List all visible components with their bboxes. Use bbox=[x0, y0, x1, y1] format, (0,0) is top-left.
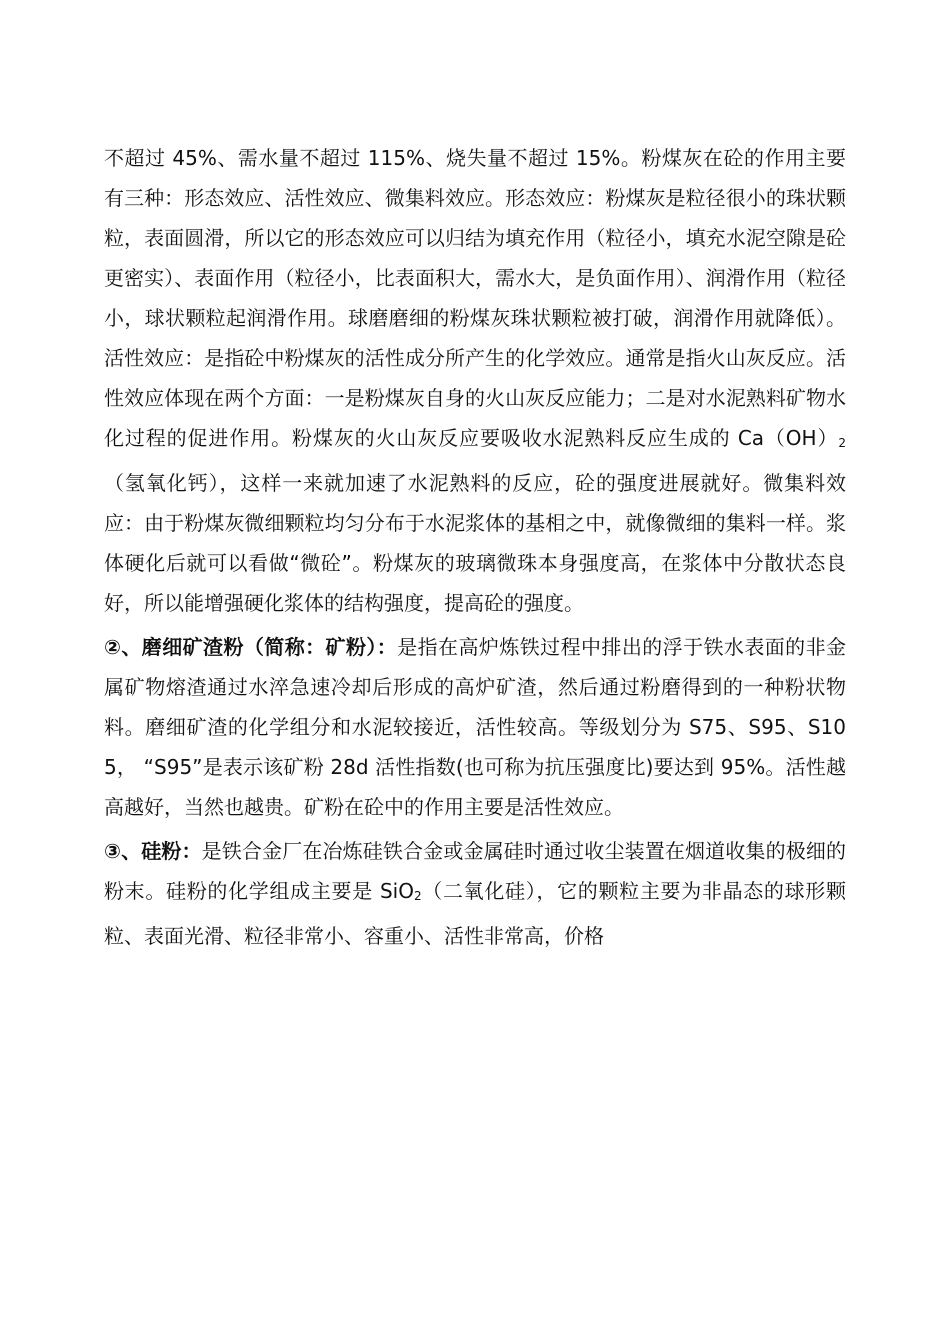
document-page bbox=[104, 138, 846, 956]
paragraph-text: 是指在高炉炼铁过程中排出的浮于铁水表面的非金属矿物熔渣通过水淬急速冷却后形成的高炉矿渣，然后通过粉磨得到的一种粉状物料。磨细矿渣的化学组分和水泥较接近，活性较高。等级划分为 S75、S95、S105， “S95”是表示该矿粉 28d 活性指数(也可称为抗压强度比)要达到 95%。活性越高越好，当然也越贵。矿粉在砼中的作用主要是活性效应。 bbox=[104, 635, 847, 819]
section-heading: ②、磨细矿渣粉（简称：矿粉）： bbox=[104, 635, 398, 659]
section-heading: ③、硅粉： bbox=[104, 839, 202, 863]
subscript: 2 bbox=[413, 889, 422, 903]
paragraph-text: （氢氧化钙），这样一来就加速了水泥熟料的反应，砼的强度进展就好。微集料效应：由于粉煤灰微细颗粒均匀分布于水泥浆体的基相之中，就像微细的集料一样。浆体硬化后就可以看做“微砼”。粉煤灰的玻璃微珠本身强度高，在浆体中分散状态良好，所以能增强硬化浆体的结构强度，提高砼的强度。 bbox=[104, 471, 846, 615]
paragraph-text: 是铁合金厂在冶炼硅铁合金或金属硅时通过收尘装置在烟道收集的极细的粉末。硅粉的化学组成主要是 SiO bbox=[104, 839, 846, 903]
paragraph-silica-fume bbox=[104, 831, 846, 956]
paragraph-text: 不超过 45%、需水量不超过 115%、烧失量不超过 15%。粉煤灰在砼的作用主要有三种：形态效应、活性效应、微集料效应。形态效应：粉煤灰是粒径很小的珠状颗粒，表面圆滑，所以它的形态效应可以归结为填充作用（粒径小，填充水泥空隙是砼更密实）、表面作用（粒径小，比表面积大，需水大，是负面作用）、润滑作用（粒径小，球状颗粒起润滑作用。球磨磨细的粉煤灰珠状颗粒被打破，润滑作用就降低）。活性效应：是指砼中粉煤灰的活性成分所产生的化学效应。通常是指火山灰反应。活性效应体现在两个方面：一是粉煤灰自身的火山灰反应能力；二是对水泥熟料矿物水化过程的促进作用。粉煤灰的火山灰反应要吸收水泥熟料反应生成的 Ca（OH） bbox=[104, 146, 846, 450]
paragraph-fly-ash-effects bbox=[104, 138, 846, 623]
paragraph-text: （二氧化硅），它的颗粒主要为非晶态的球形颗粒、表面光滑、粒径非常小、容重小、活性非常高，价格 bbox=[104, 879, 846, 948]
subscript: 2 bbox=[838, 436, 846, 450]
paragraph-slag-powder bbox=[104, 627, 846, 827]
